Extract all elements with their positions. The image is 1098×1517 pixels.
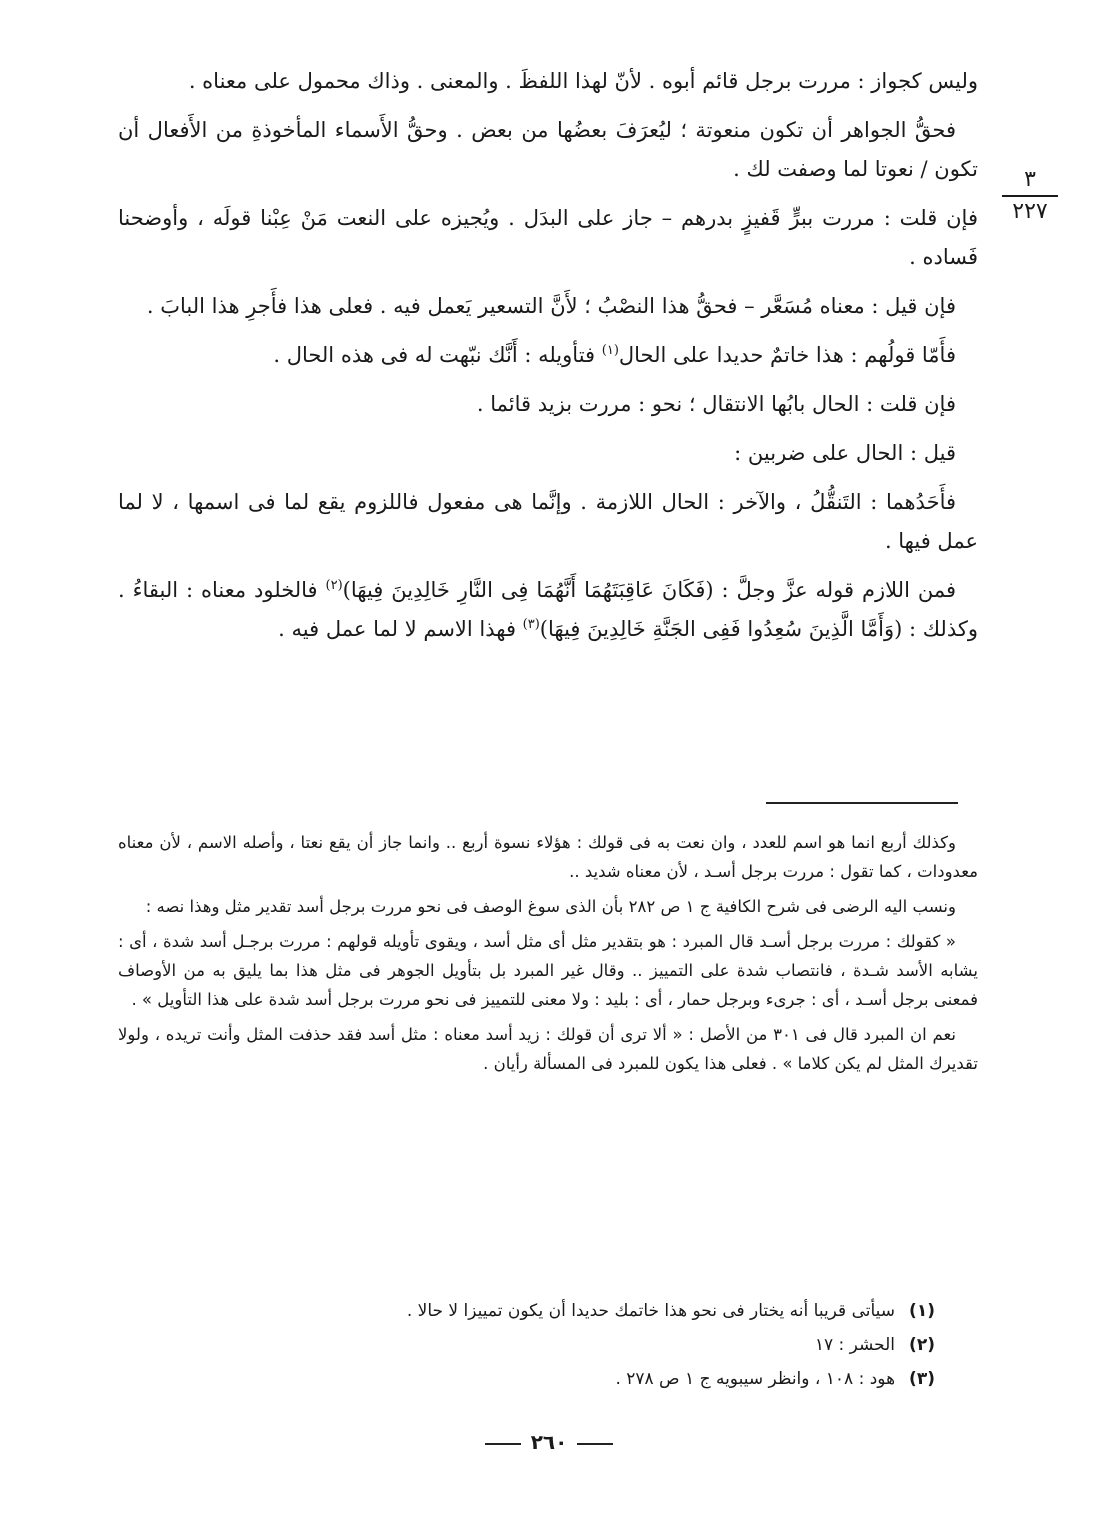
margin-ref-top: ٣ (1024, 167, 1036, 192)
page-number-dash-left (485, 1443, 521, 1445)
paragraph-5 (118, 336, 978, 375)
footnote-3-text: هود : ١٠٨ ، وانظر سيبويه ج ١ ص ٢٧٨ . (615, 1369, 896, 1389)
footnote-1-number: (١) (909, 1301, 935, 1321)
paragraph-5-text-a: فأَمّا قولُهم : هذا خاتمٌ حديدا على الحال (618, 343, 956, 367)
footnote-1-text: سيأتى قريبا أنه يختار فى نحو هذا خاتمك حديدا أن يكون تمييزا لا حالا . (406, 1301, 896, 1321)
paragraph-9-text-c: فهذا الاسم لا لما عمل فيه . (278, 617, 523, 641)
note-paragraph-2: ونسب اليه الرضى فى شرح الكافية ج ١ ص ٢٨٢ بأن الذى سوغ الوصف فى نحو مررت برجل أسد تقدير مثل وهذا نصه : (145, 897, 956, 916)
paragraph-5-text-b: فتأويله : أَنَّك نبّهت له فى هذه الحال . (273, 343, 602, 367)
main-text (118, 62, 978, 649)
note-paragraph-4: نعم ان المبرد قال فى ٣٠١ من الأصل : « ألا ترى أن قولك : زيد أسد معناه : مثل أسد فقد حذفت المثل وأنت تريده ، ولولا تقديرك المثل لم يكن كلاما » . فعلى هذا يكون للمبرد فى المسألة رأيان . (118, 1025, 978, 1073)
page-number-dash-right (577, 1443, 613, 1445)
quran-quote-1: (فَكَانَ عَاقِبَتَهُمَا أَنَّهُمَا فِى النَّارِ خَالِدِينَ فِيهَا) (342, 578, 714, 602)
paragraph-3: فإن قلت : مررت ببرٍّ قَفيزٍ بدرهم – جاز على البدَل . ويُجيزه على النعت مَنْ عِبْنا قولَه ، وأوضحنا فَساده . (118, 206, 978, 269)
paragraph-9 (118, 571, 978, 649)
paragraph-4: فإن قيل : معناه مُسَعَّر – فحقُّ هذا النصْبُ ؛ لأَنَّ التسعير يَعمل فيه . فعلى هذا فأَجرِ هذا البابَ . (146, 294, 956, 318)
footnote-ref-1: (١) (601, 343, 619, 358)
footnote-1 (200, 1294, 935, 1328)
paragraph-7: قيل : الحال على ضربين : (734, 441, 956, 465)
margin-ref-rule (1002, 195, 1058, 197)
paragraph-6: فإن قلت : الحال بابُها الانتقال ؛ نحو : مررت بزيد قائما . (476, 392, 956, 416)
paragraph-2: فحقُّ الجواهر أن تكون منعوتة ؛ ليُعرَفَ بعضُها من بعض . وحقُّ الأَسماء المأخوذةِ من الأَفعال أن تكون / نعوتا لما وصفت لك . (118, 118, 978, 181)
footnote-2 (200, 1328, 935, 1362)
page-number (0, 1430, 1098, 1454)
paragraph-8: فأَحَدُهما : التَنقُّلُ ، والآخر : الحال اللازمة . وإنَّما هى مفعول فاللزوم يقع لما فى اسمها ، لا لما عمل فيها . (118, 490, 978, 553)
footnote-ref-2: (٢) (325, 578, 343, 593)
quran-quote-2: (وَأَمَّا الَّذِينَ سُعِدُوا فَفِى الجَنَّةِ خَالِدِينَ فِيهَا) (539, 617, 903, 641)
footnotes (200, 1294, 935, 1396)
editor-notes (118, 828, 978, 1084)
paragraph-1: وليس كجواز : مررت برجل قائم أبوه . لأنّ لهذا اللفظَ . والمعنى . وذاك محمول على معناه . (188, 69, 978, 93)
margin-ref-bottom: ٢٢٧ (1012, 199, 1048, 224)
footnote-ref-3: (٣) (522, 617, 540, 632)
footnote-2-number: (٢) (909, 1335, 935, 1355)
paragraph-9-text-b: فالخلود معناه : البقاءُ . وكذلك : (118, 578, 978, 641)
footnote-2-text: الحشر : ١٧ (814, 1335, 896, 1355)
page-number-value: ٢٦٠ (530, 1430, 568, 1454)
note-paragraph-1: وكذلك أربع انما هو اسم للعدد ، وان نعت به فى قولك : هؤلاء نسوة أربع .. وانما جاز أن يقع نعتا ، وأصله الاسم ، لأن معناه معدودات ، كما تقول : مررت برجل أسـد ، لأن معناه شديد .. (118, 833, 978, 881)
margin-reference (998, 168, 1062, 224)
footnote-divider (766, 802, 958, 804)
footnote-3 (200, 1362, 935, 1396)
footnote-3-number: (٣) (909, 1369, 935, 1389)
note-paragraph-3: « كقولك : مررت برجل أسـد قال المبرد : هو بتقدير مثل أى مثل أسد ، ويقوى تأويله قولهم : مررت برجـل أسد شدة ، أى : يشابه الأسد شـدة ، فانتصاب شدة على التمييز .. وقال غير المبرد بل بتأويل الجوهر فى مثل هذا بما يليق به من الأوصاف فمعنى برجل أسـد ، أى : جرىء وبرجل حمار ، أى : بليد : ولا معنى للتمييز فى نحو مررت برجل أسد شدة على هذا التأويل » . (118, 932, 978, 1009)
paragraph-9-text-a: فمن اللازم قوله عزَّ وجلَّ : (713, 578, 957, 602)
